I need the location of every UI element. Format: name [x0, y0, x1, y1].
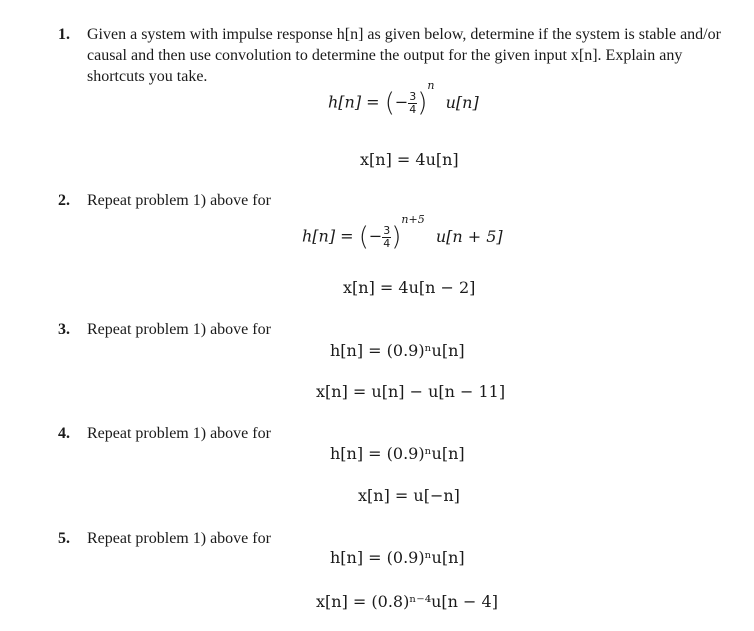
eq-rhs: u[n] [445, 92, 479, 112]
minus-sign: − [368, 226, 383, 246]
problem-text: Repeat problem 1) above for [87, 530, 271, 547]
exponent: n [427, 79, 435, 93]
fraction-numerator: 3 [409, 89, 417, 103]
problem-text: Repeat problem 1) above for [87, 321, 271, 338]
p3-x-equation: x[n] = u[n] − u[n − 11] [316, 382, 506, 401]
problem-text: Repeat problem 1) above for [87, 192, 271, 209]
close-paren: ) [391, 222, 402, 252]
p3-h-equation: h[n] = (0.9)ⁿu[n] [330, 341, 465, 360]
problem-text: Given a system with impulse response h[n] as given below, determine if the system is stable and/or causal and then use convolution to determine the output for the given input x[n]. Explain any shortcuts you take. [87, 26, 721, 85]
open-paren: ( [358, 222, 369, 252]
p1-h-equation [328, 79, 479, 118]
p5-x-equation: x[n] = (0.8)ⁿ⁻⁴u[n − 4] [316, 592, 498, 611]
p2-x-equation: x[n] = 4u[n − 2] [343, 278, 476, 297]
problem-text: Repeat problem 1) above for [87, 425, 271, 442]
problem-5 [58, 528, 728, 549]
p2-h-equation [302, 213, 503, 252]
p1-x-equation: x[n] = 4u[n] [360, 150, 459, 169]
problem-number: 4. [58, 425, 70, 442]
problem-number: 5. [58, 530, 70, 547]
exponent: n+5 [401, 213, 425, 227]
problem-2 [58, 190, 728, 211]
eq-lhs: h[n] = [328, 92, 380, 112]
problem-number: 2. [58, 192, 70, 209]
fraction-denominator: 4 [409, 102, 417, 116]
fraction-denominator: 4 [383, 236, 391, 250]
open-paren: ( [384, 88, 395, 118]
fraction-numerator: 3 [383, 223, 391, 237]
p4-x-equation: x[n] = u[−n] [358, 486, 460, 505]
eq-lhs: h[n] = [302, 226, 354, 246]
problem-number: 1. [58, 26, 70, 43]
minus-sign: − [394, 92, 409, 112]
fraction [408, 91, 417, 116]
eq-rhs: u[n + 5] [435, 226, 503, 246]
problem-3 [58, 319, 728, 340]
p4-h-equation: h[n] = (0.9)ⁿu[n] [330, 444, 465, 463]
problem-number: 3. [58, 321, 70, 338]
p5-h-equation: h[n] = (0.9)ⁿu[n] [330, 548, 465, 567]
close-paren: ) [417, 88, 428, 118]
fraction [382, 225, 391, 250]
problem-1 [58, 24, 728, 87]
problem-4 [58, 423, 728, 444]
